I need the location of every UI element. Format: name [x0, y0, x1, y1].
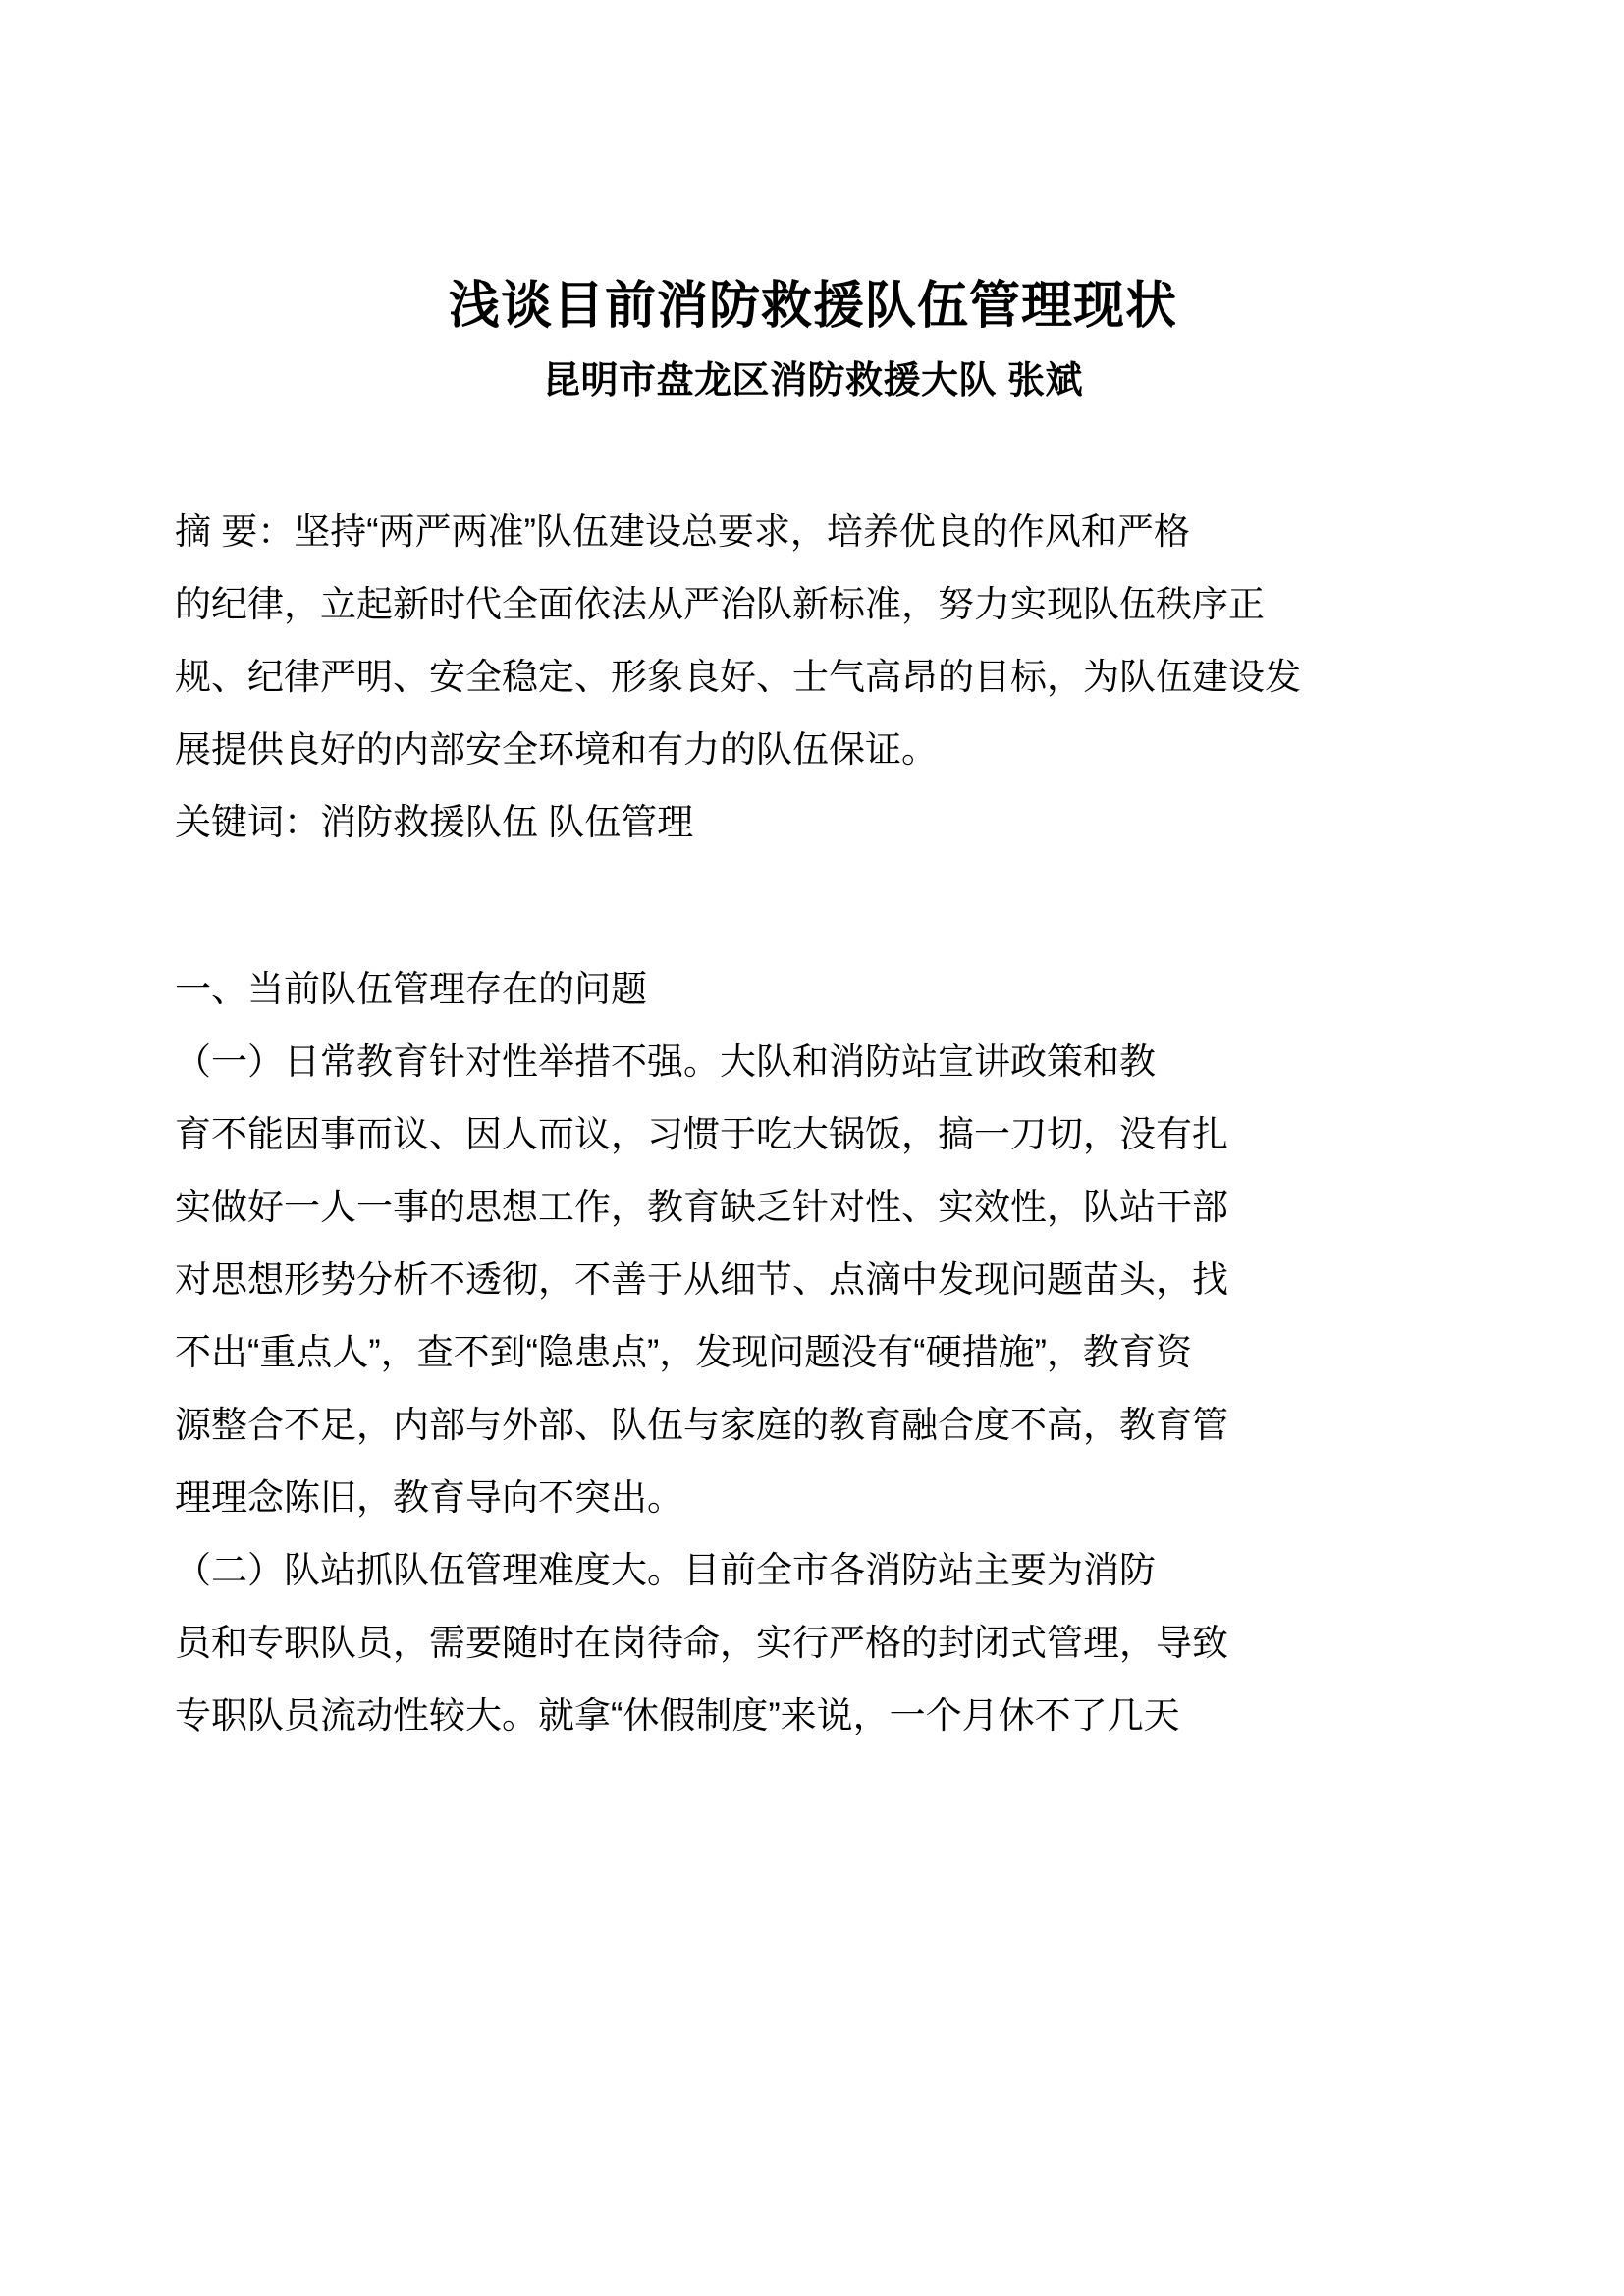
subsection-1-2	[175, 1534, 1451, 1752]
subsection-1-1	[175, 1026, 1451, 1534]
subsection-line: 源整合不足，内部与外部、队伍与家庭的教育融合度不高，教育管	[175, 1404, 1228, 1445]
document-body	[175, 0, 1451, 1752]
section-heading-1	[175, 859, 1451, 1026]
subsection-line: （二）队站抓队伍管理难度大。目前全市各消防站主要为消防	[175, 1549, 1156, 1590]
abstract-line: 摘 要：坚持“两严两准”队伍建设总要求，培养优良的作风和严格	[175, 510, 1190, 552]
page-title: 浅谈目前消防救援队伍管理现状	[448, 278, 1177, 335]
section-heading-text: 一、当前队伍管理存在的问题	[175, 968, 647, 1009]
abstract-line: 展提供良好的内部安全环境和有力的队伍保证。	[175, 728, 938, 770]
subsection-line: 专职队员流动性较大。就拿“休假制度”来说，一个月休不了几天	[175, 1694, 1180, 1735]
subsection-line: 育不能因事而议、因人而议，习惯于吃大锅饭，搞一刀切，没有扎	[175, 1113, 1228, 1154]
subsection-line: （一）日常教育针对性举措不强。大队和消防站宣讲政策和教	[175, 1041, 1156, 1082]
subsection-line: 实做好一人一事的思想工作，教育缺乏针对性、实效性，队站干部	[175, 1186, 1228, 1227]
subsection-line: 员和专职队员，需要随时在岗待命，实行严格的封闭式管理，导致	[175, 1622, 1228, 1663]
abstract-paragraph	[175, 405, 1451, 786]
keywords-paragraph	[175, 786, 1451, 859]
subsection-line: 理理念陈旧，教育导向不突出。	[175, 1476, 683, 1518]
author-byline: 昆明市盘龙区消防救援大队 张斌	[542, 360, 1084, 402]
abstract-line: 的纪律，立起新时代全面依法从严治队新标准，努力实现队伍秩序正	[175, 583, 1265, 624]
subsection-line: 对思想形势分析不透彻，不善于从细节、点滴中发现问题苗头，找	[175, 1258, 1228, 1300]
keywords-line: 关键词：消防救援队伍 队伍管理	[175, 801, 694, 842]
abstract-line: 规、纪律严明、安全稳定、形象良好、士气高昂的目标，为队伍建设发	[175, 656, 1301, 697]
subsection-line: 不出“重点人”，查不到“隐患点”，发现问题没有“硬措施”，教育资	[175, 1331, 1192, 1372]
